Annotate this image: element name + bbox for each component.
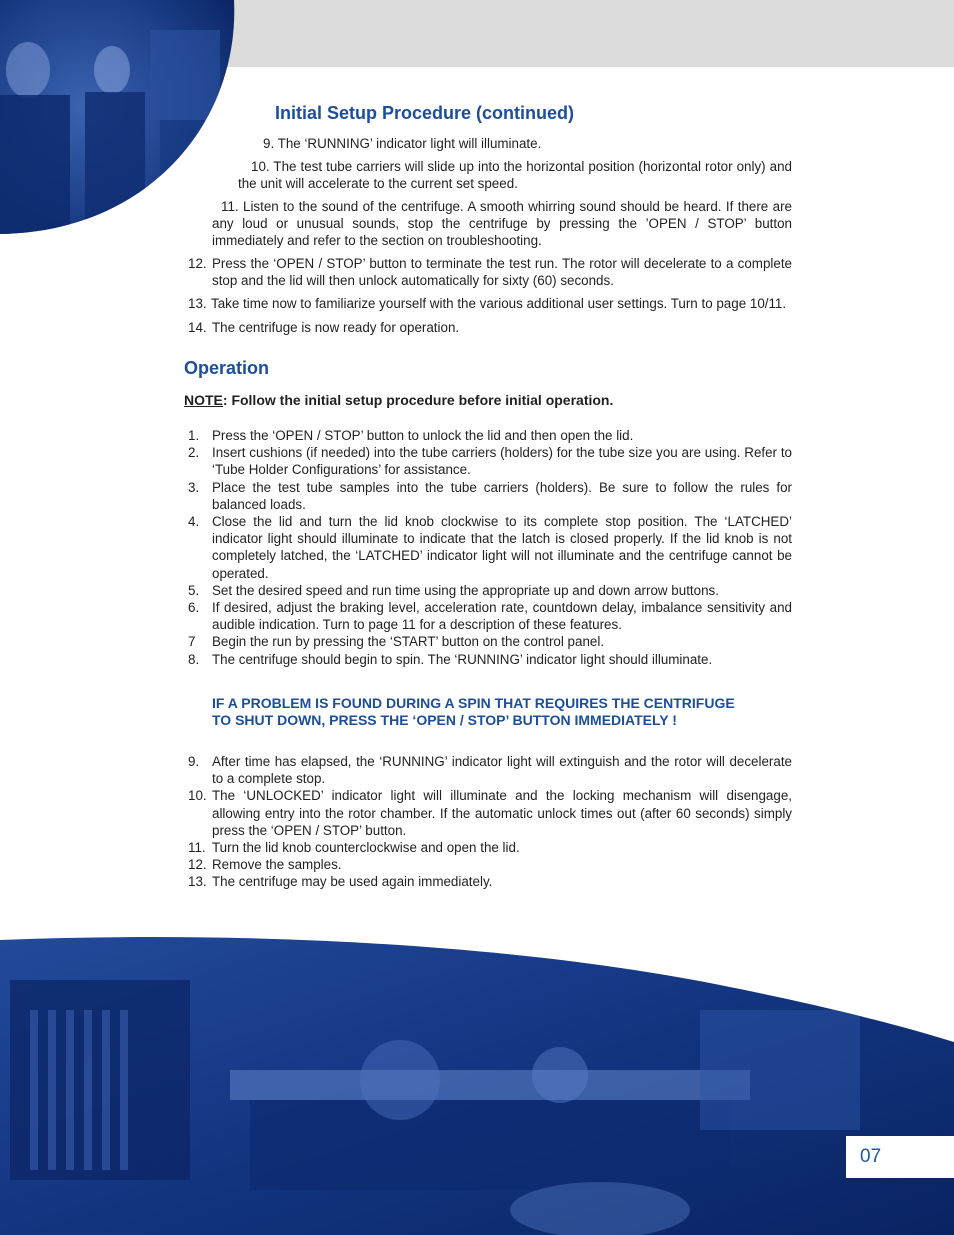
list-item	[184, 427, 792, 444]
item-number: 8.	[188, 651, 200, 667]
list-item	[184, 295, 792, 312]
setup-step-10: 10. The test tube carriers will slide up into the horizontal position (horizontal rotor only) and the unit will accelerate to the current set speed.	[238, 159, 792, 191]
note-label: NOTE	[184, 392, 223, 408]
list-item	[184, 753, 792, 787]
list-item	[184, 513, 792, 582]
list-item	[184, 651, 792, 668]
item-text: Press the ‘OPEN / STOP’ button to unlock the lid and then open the lid.	[212, 428, 634, 443]
item-number: 7	[188, 634, 196, 650]
item-number: 4.	[188, 514, 200, 530]
page-number: 07	[860, 1146, 882, 1167]
setup-step-11: 11. Listen to the sound of the centrifuge. A smooth whirring sound should be heard. If there are any loud or unusual sounds, stop the centrifuge by pressing the ’OPEN / STOP’ button immediately and refer to the section on troubleshooting.	[212, 199, 792, 248]
list-item	[184, 839, 792, 856]
warning-line-2: TO SHUT DOWN, PRESS THE ‘OPEN / STOP’ BUTTON IMMEDIATELY !	[212, 712, 677, 728]
item-text: Insert cushions (if needed) into the tube carriers (holders) for the tube size you are using. Refer to ‘Tube Holder Configurations’ for assistance.	[212, 445, 792, 478]
list-item	[184, 444, 792, 478]
item-number: 9.	[188, 754, 200, 769]
list-item	[184, 479, 792, 513]
machinery-photo	[0, 930, 954, 1235]
item-text: The ‘UNLOCKED’ indicator light will illuminate and the locking mechanism will disengage, allowing entry into the rotor chamber. If the automatic unlock times out (after 60 seconds) simply press the ‘OPEN / STOP’ button.	[212, 788, 792, 838]
list-item	[184, 787, 792, 839]
item-text: Place the test tube samples into the tube carriers (holders). Be sure to follow the rules for balanced loads.	[212, 479, 792, 512]
item-text: The centrifuge is now ready for operation.	[212, 319, 460, 335]
list-item	[184, 255, 792, 289]
completion-steps-list	[184, 753, 792, 891]
item-number: 1.	[188, 428, 200, 443]
list-item	[184, 599, 792, 633]
item-text: The centrifuge should begin to spin. The ‘RUNNING’ indicator light should illuminate.	[212, 651, 713, 667]
item-number: 5.	[188, 582, 200, 598]
item-text: Press the ‘OPEN / STOP’ button to terminate the test run. The rotor will decelerate to a complete stop and the lid will then unlock automatically for sixty (60) seconds.	[212, 256, 792, 289]
item-number: 6.	[188, 600, 200, 616]
list-item	[184, 873, 792, 890]
page-number-box	[846, 1136, 954, 1178]
setup-step-9: 9. The ‘RUNNING’ indicator light will illuminate.	[263, 136, 542, 151]
item-text: Take time now to familiarize yourself with the various additional user settings. Turn to page 10/11.	[211, 296, 787, 312]
item-number: 13.	[188, 874, 207, 890]
item-text: If desired, adjust the braking level, acceleration rate, countdown delay, imbalance sensitivity and audible indication. Turn to page 11 for a description of these features.	[212, 600, 792, 633]
workers-photo	[0, 0, 240, 236]
operation-title: Operation	[184, 358, 270, 378]
item-text: After time has elapsed, the ‘RUNNING’ indicator light will extinguish and the rotor will decelerate to a complete stop.	[212, 754, 792, 787]
warning-message	[212, 695, 772, 729]
item-text: Begin the run by pressing the ‘START’ button on the control panel.	[212, 634, 605, 650]
item-text: Set the desired speed and run time using the appropriate up and down arrow buttons.	[212, 582, 719, 598]
item-text: Remove the samples.	[212, 857, 342, 873]
item-number: 10.	[188, 788, 207, 804]
item-number: 12.	[188, 857, 207, 873]
item-number: 14.	[188, 319, 207, 335]
note-text: : Follow the initial setup procedure before initial operation.	[222, 392, 614, 408]
item-number: 3.	[188, 479, 200, 495]
item-text: The centrifuge may be used again immediately.	[212, 874, 493, 890]
operation-steps-list	[184, 427, 792, 668]
item-text: Turn the lid knob counterclockwise and open the lid.	[212, 840, 520, 856]
list-item	[184, 582, 792, 599]
operation-note	[184, 392, 613, 408]
item-number: 11.	[188, 840, 206, 856]
list-item	[184, 633, 792, 650]
item-number: 2.	[188, 445, 200, 461]
section-title: Initial Setup Procedure (continued)	[275, 103, 575, 123]
item-number: 13.	[188, 296, 207, 312]
list-item	[184, 856, 792, 873]
item-number: 12.	[188, 256, 207, 271]
item-text: Close the lid and turn the lid knob clockwise to its complete stop position. The ‘LATCHED’ indicator light should illuminate to indicate that the latch is closed properly. If the lid knob is not completely latched, the ‘LATCHED’ indicator light will not illuminate and the centrifuge cannot be operated.	[212, 514, 792, 581]
setup-steps-list	[184, 255, 792, 336]
list-item	[184, 319, 792, 336]
warning-line-1: IF A PROBLEM IS FOUND DURING A SPIN THAT REQUIRES THE CENTRIFUGE	[212, 695, 735, 711]
